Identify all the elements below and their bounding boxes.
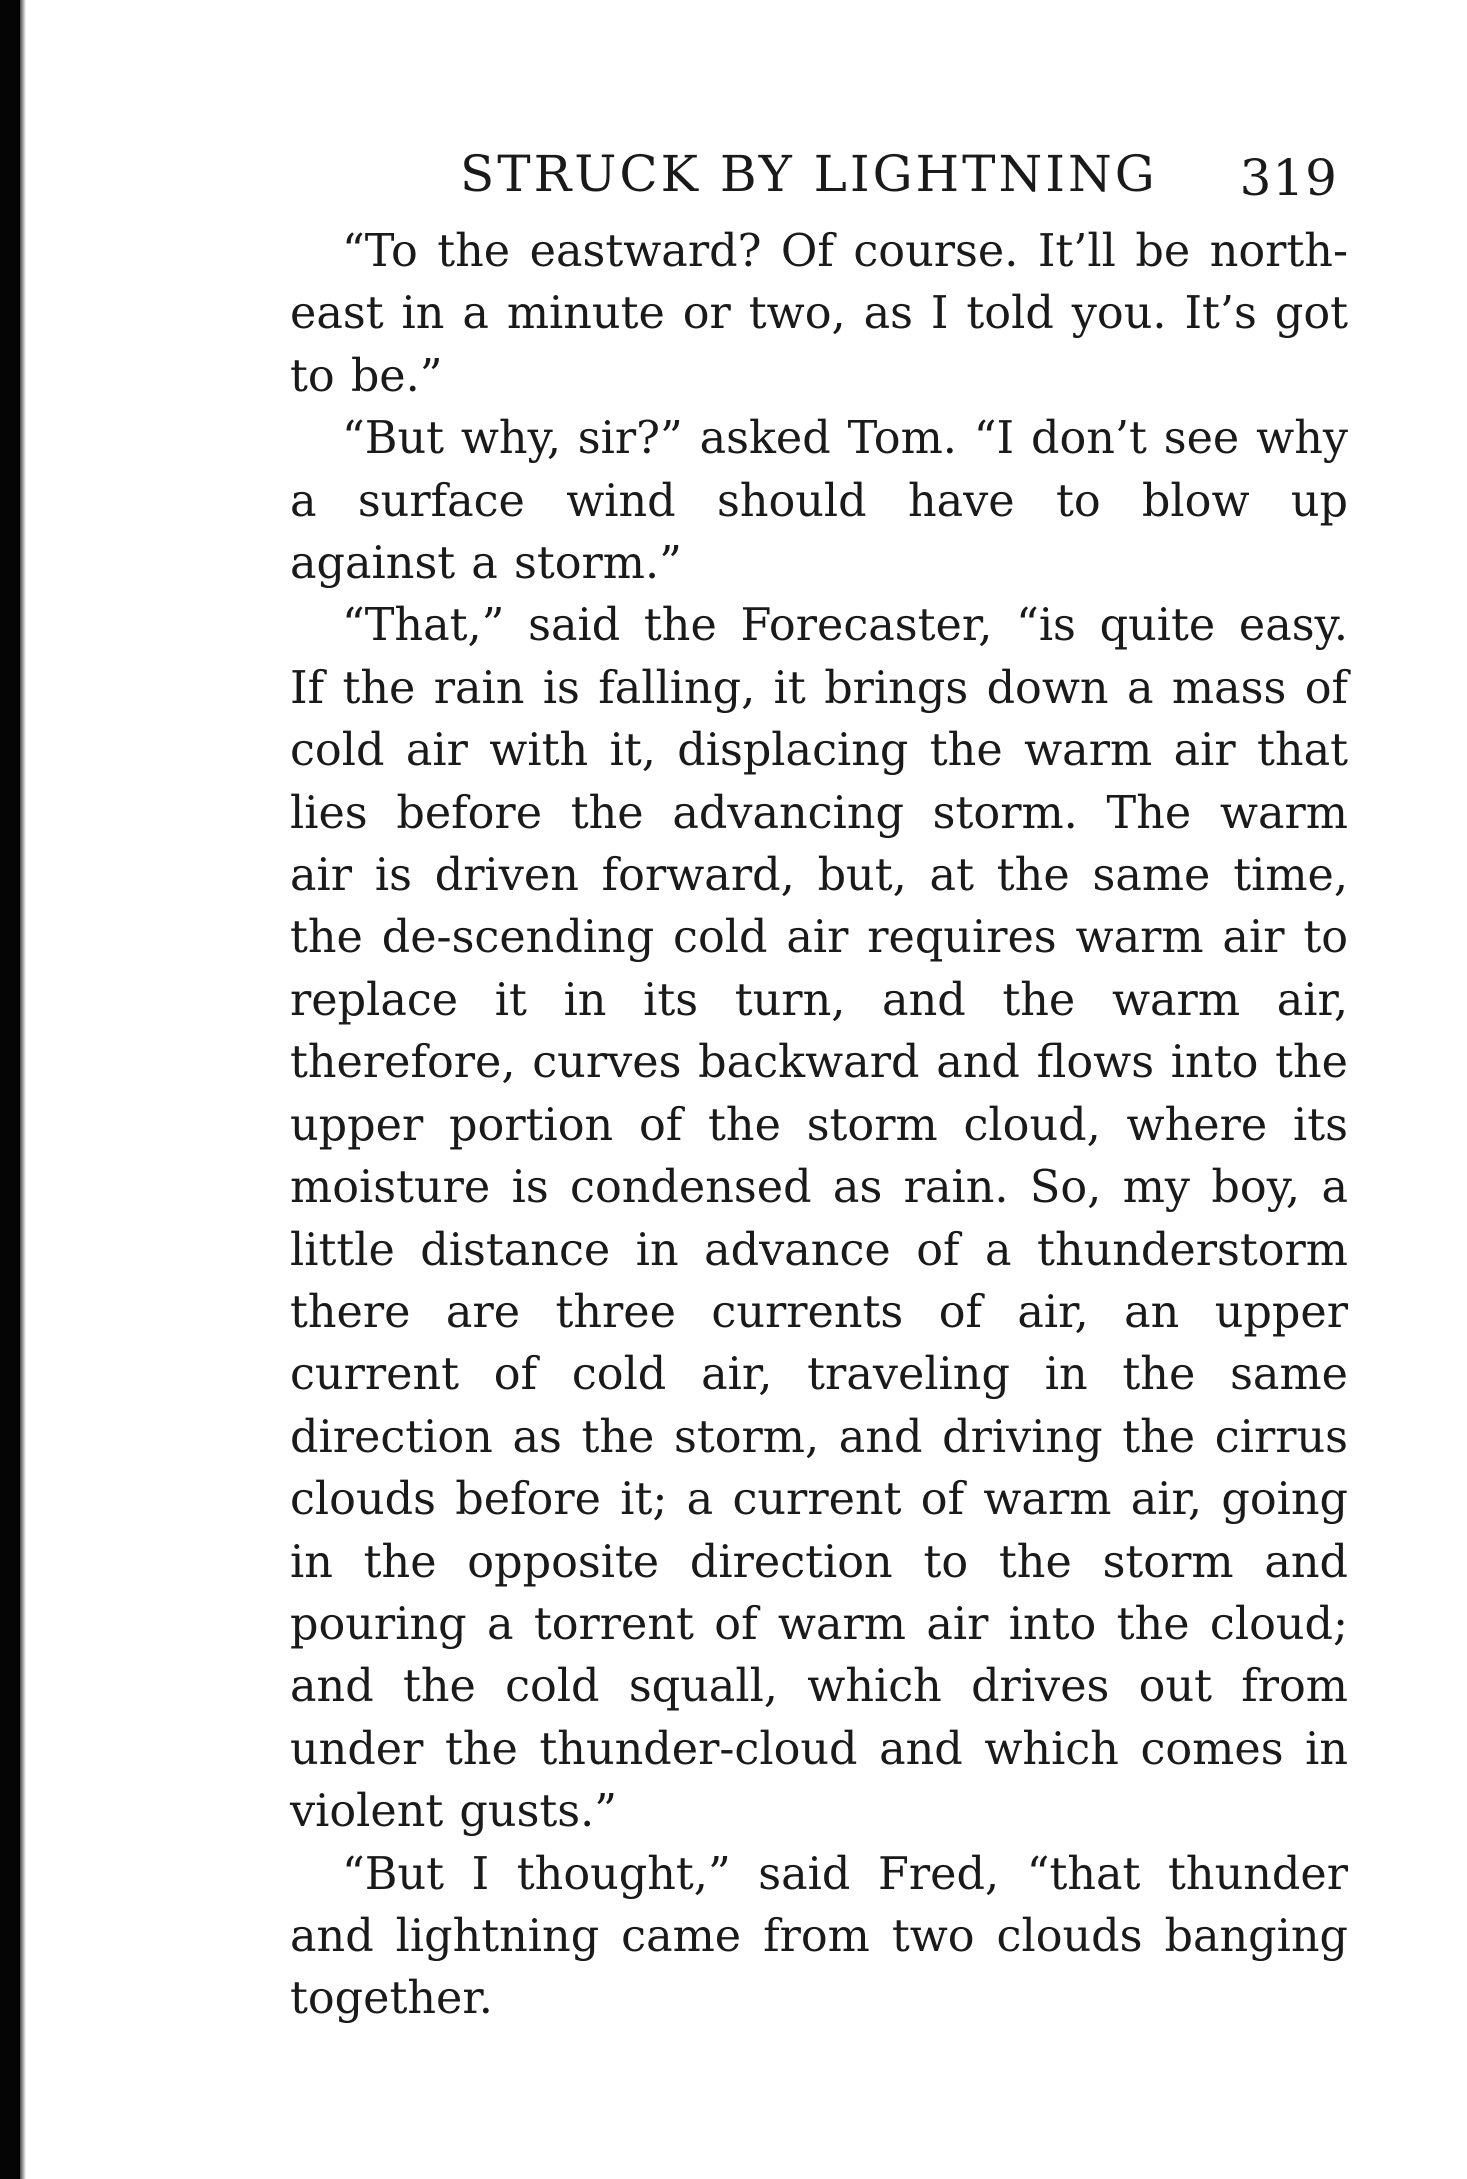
paragraph-3: “That,” said the Forecaster, “is quite easy. If the rain is falling, it brings down a mass of cold air with it, displacing the warm air that lies before the advancing storm. The warm air is driven forward, but, at the same time, the de-scending cold air requires warm air to replace it in its turn, and the warm air, therefore, curves backward and flows into the upper portion of the storm cloud, where its moisture is condensed as rain. So, my boy, a little distance in advance of a thunderstorm there are three currents of air, an upper current of cold air, traveling in the same direction as the storm, and driving the cirrus clouds before it; a current of warm air, going in the opposite direction to the storm and pouring a torrent of warm air into the cloud; and the cold squall, which drives out from under the thunder-cloud and which comes in violent gusts.”: [290, 600, 1348, 1838]
book-binding-edge: [0, 0, 20, 2179]
book-page: [290, 145, 1348, 2031]
book-binding-shadow: [20, 0, 26, 2179]
running-title: STRUCK BY LIGHTNING: [460, 145, 1158, 203]
text-block: [290, 221, 1348, 2031]
running-head: [290, 145, 1348, 211]
page-number: 319: [1239, 149, 1338, 207]
paragraph-2: “But why, sir?” asked Tom. “I don’t see why a surface wind should have to blow up against a storm.”: [290, 413, 1348, 590]
paragraph-1: “To the eastward? Of course. It’ll be north-east in a minute or two, as I told you. It’s got to be.”: [290, 226, 1348, 402]
paragraph-4: “But I thought,” said Fred, “that thunder and lightning came from two clouds banging together.: [290, 1848, 1348, 2025]
